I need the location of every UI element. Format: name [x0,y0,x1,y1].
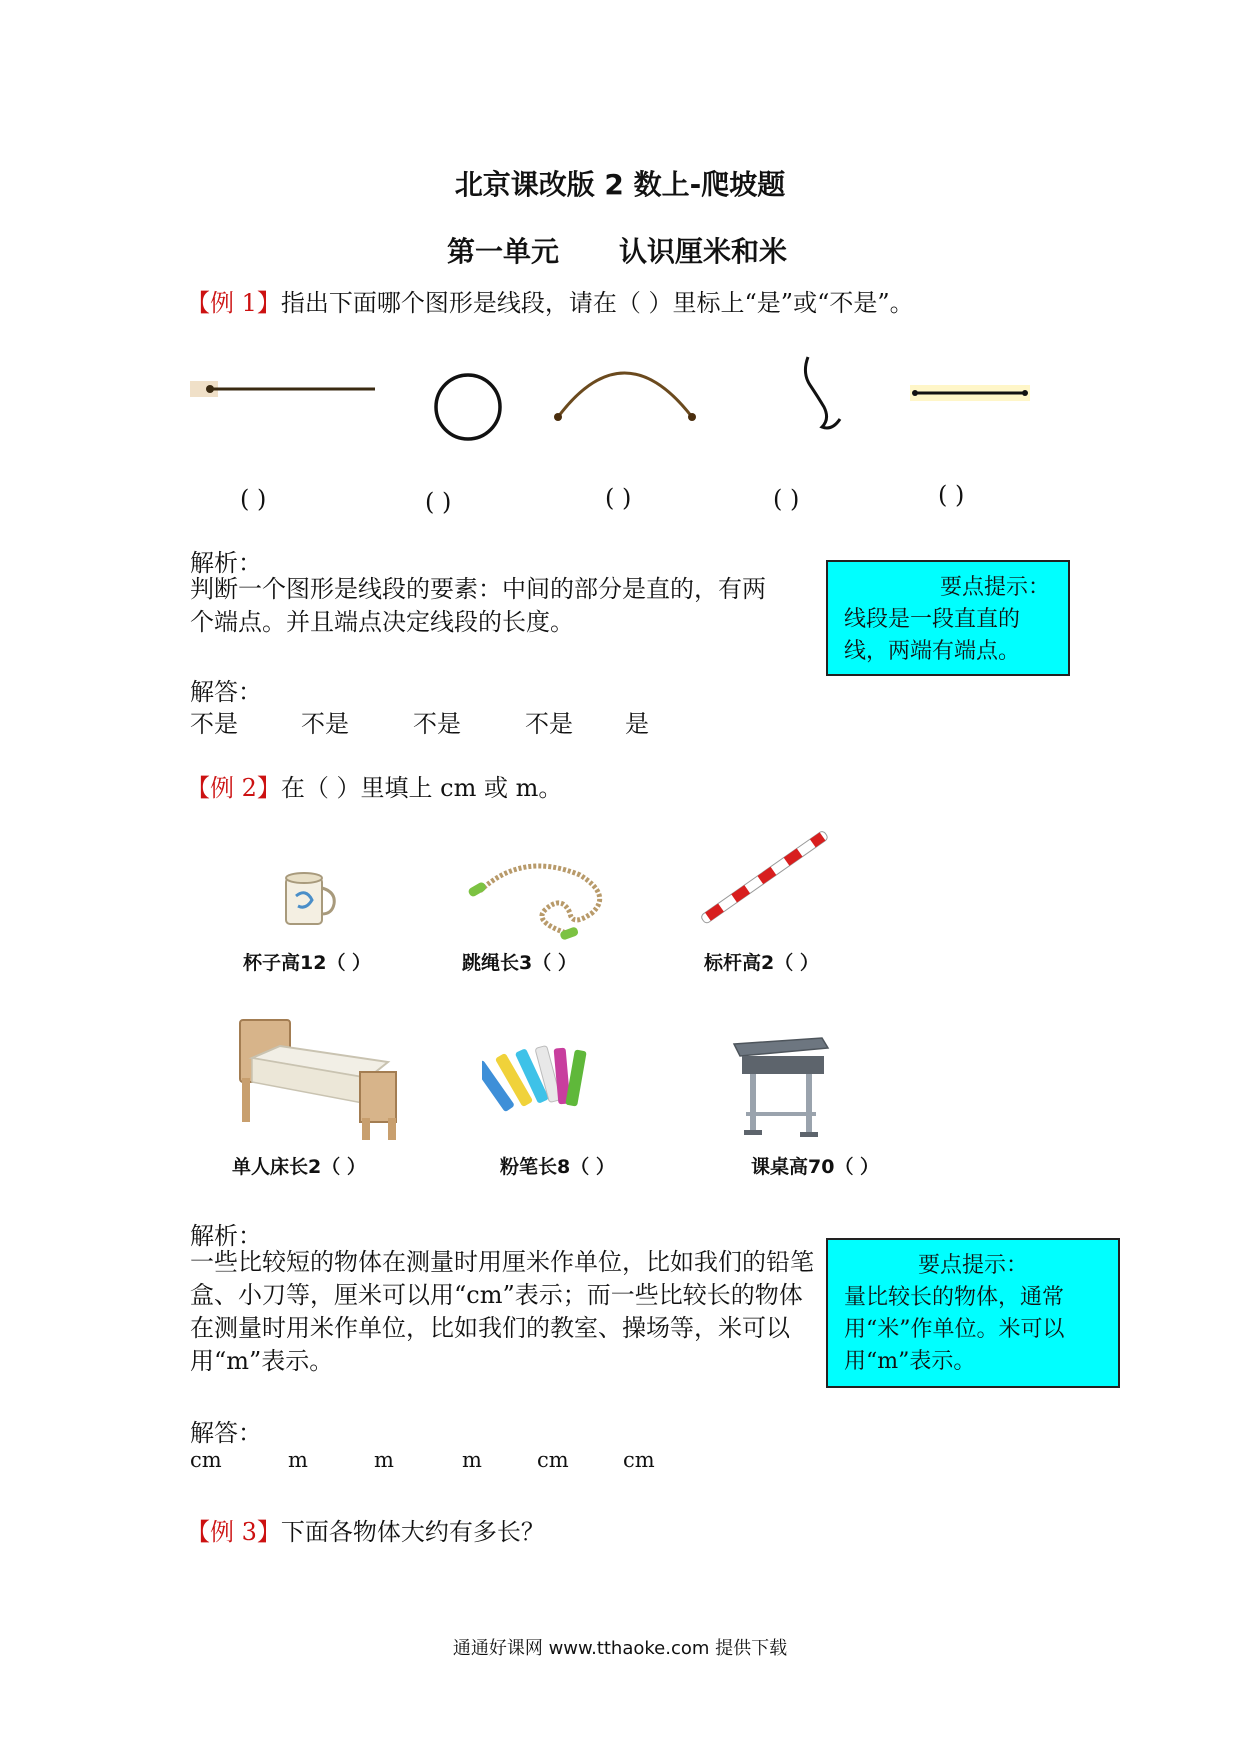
example1-answer-5: 是 [625,710,649,738]
unit-heading [447,230,787,270]
example1-label: 【例 1】 [186,289,281,317]
item-bed-caption: 单人床长2（ ） [232,1156,366,1178]
example2-answer-5: cm [537,1448,569,1472]
item-desk-caption: 课桌高70（ ） [751,1156,880,1178]
item-survey-pole-caption: 标杆高2（ ） [704,952,819,974]
example3-question-text: 下面各物体大约有多长？ [280,1518,545,1546]
example3-question [186,1512,545,1547]
example1-figures [190,345,1060,455]
item-jump-rope-caption: 跳绳长3（ ） [462,952,577,974]
example2-answer-3: m [374,1448,394,1472]
example1-blank-4[interactable]: ( ) [773,485,800,513]
example2-question [186,768,562,803]
example1-answer-2: 不是 [301,710,349,738]
example2-answer-heading: 解答： [190,1419,262,1447]
arc-figure [554,373,696,421]
example2-tip-body: 量比较长的物体，通常用“米”作单位。米可以用“m”表示。 [844,1285,1065,1374]
example2-question-text: 在（ ）里填上 cm 或 m。 [280,774,563,802]
chalk-icon [482,1044,592,1120]
example1-analysis-text: 判断一个图形是线段的要素：中间的部分是直的，有两个端点。并且端点决定线段的长度。 [190,575,766,636]
desk-icon [732,1034,830,1144]
example2-answer-4: m [462,1448,482,1472]
item-chalk-caption: 粉笔长8（ ） [500,1156,615,1178]
example2-answers [0,1448,1240,1482]
ray-figure [190,381,375,397]
item-cup-caption: 杯子高12（ ） [243,952,372,974]
example2-analysis-text: 一些比较短的物体在测量时用厘米作单位，比如我们的铅笔盒、小刀等，厘米可以用“cm”表示；而一些比较长的物体在测量时用米作单位，比如我们的教室、操场等，米可以用“m”表示。 [190,1248,814,1375]
example1-blank-2[interactable]: ( ) [425,488,452,516]
example1-blank-3[interactable]: ( ) [605,484,632,512]
example2-answer-2: m [288,1448,308,1472]
example1-tip-title: 要点提示： [939,575,1050,600]
circle-figure [436,375,500,439]
example1-answer-4: 不是 [525,710,573,738]
unit-number: 第一单元 [447,235,560,268]
example1-blank-5[interactable]: ( ) [938,481,965,509]
bed-icon [238,1018,400,1142]
example1-analysis-heading: 解析： [190,549,262,577]
example1-question [186,283,914,318]
example1-answer-3: 不是 [413,710,461,738]
example1-answer-heading: 解答： [190,678,262,706]
example3-label: 【例 3】 [186,1518,281,1546]
doc-title: 北京课改版 2 数上-爬坡题 [454,168,786,201]
example2-tip-box [826,1238,1120,1388]
example1-question-text: 指出下面哪个图形是线段，请在（ ）里标上“是”或“不是”。 [280,289,914,317]
cup-icon [278,868,338,934]
example1-answers [0,704,1240,738]
example1-tip-box [826,560,1070,676]
example2-label: 【例 2】 [186,774,281,802]
example2-answer-1: cm [190,1448,222,1472]
example1-tip-body: 线段是一段直直的线，两端有端点。 [844,607,1021,664]
survey-pole-icon [690,828,840,928]
squiggle-figure [805,357,840,428]
example2-analysis-heading: 解析： [190,1222,262,1250]
example2-tip-title: 要点提示： [917,1253,1028,1278]
unit-topic: 认识厘米和米 [619,235,788,268]
segment-figure [910,385,1030,401]
footer-text: 通通好课网 www.tthaoke.com 提供下载 [452,1638,788,1659]
example1-answer-1: 不是 [190,710,238,738]
example1-blank-1[interactable]: ( ) [240,485,267,513]
jump-rope-icon [462,855,622,945]
example2-answer-6: cm [623,1448,655,1472]
